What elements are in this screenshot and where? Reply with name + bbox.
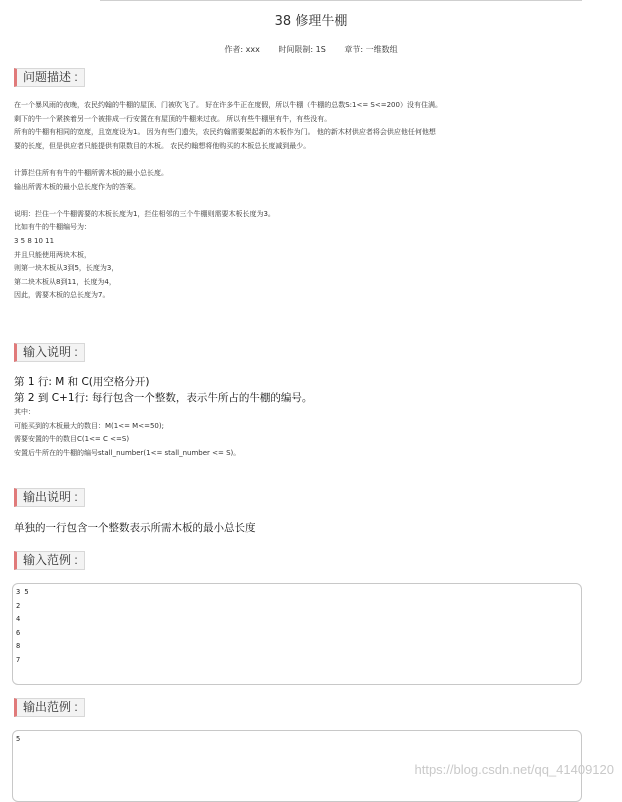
top-divider [100,0,582,1]
description-line [14,153,442,167]
input-desc-detail-line: 其中： [14,408,35,416]
description-line: 输出所需木板的最小总长度作为的答案。 [14,182,140,191]
description-line: 因此，需要木板的总长度为7。 [14,291,110,300]
time-limit-label: 时间限制: 1S [278,45,326,54]
input-desc-heading: 输入说明 : [14,343,85,362]
author-label: 作者: xxx [224,45,260,54]
input-desc-detail-line: 安置后牛所在的牛棚的编号stall_number(1<= stall_number <= S)。 [14,448,241,457]
sample-output-heading: 输出范例 : [14,698,85,717]
description-line: 3 5 8 10 11 [14,236,55,245]
problem-meta [0,44,622,55]
input-desc-detail-line: 需要安置的牛的数目C(1<= C <=S) [14,435,130,444]
page-title: 38 修理牛棚 [274,14,348,29]
sample-input-text: 3 5 2 4 6 8 7 [16,588,29,664]
description-line: 说明：拦住一个牛棚需要的木板长度为1，拦住相邻的三个牛棚则需要木板长度为3。 [14,209,275,218]
description-line [14,194,442,208]
description-line: 比如有牛的牛棚编号为： [14,223,91,232]
sample-input-heading: 输入范例 : [14,551,85,570]
description-line: 第二块木板从8到11，长度为4， [14,277,116,286]
description-line: 在一个暴风雨的夜晚，农民约翰的牛棚的屋顶、门被吹飞了。 好在许多牛正在度假，所以牛棚（牛棚的总数S:1<= S<=200）没有住满。 [14,101,442,109]
input-desc-line-1: 第 1 行: M 和 C(用空格分开) [14,376,150,388]
description-line: 则第一块木板从3到5，长度为3， [14,264,119,273]
description-line: 并且只能使用两块木板， [14,250,91,259]
output-desc-line: 单独的一行包含一个整数表示所需木板的最小总长度 [14,522,256,534]
watermark: https://blog.csdn.net/qq_41409120 [414,762,614,777]
description-heading: 问题描述 : [14,68,85,87]
input-desc-detail-line: 可能买到的木板最大的数目：M(1<= M<=50); [14,421,164,430]
description-line: 所有的牛棚有相同的宽度，且宽度设为1。 因为有些门遗失，农民约翰需要架起新的木板作为门。 他的新木材供应者将会供应他任何他想 [14,128,436,137]
input-desc-details [14,406,240,460]
output-desc-heading: 输出说明 : [14,488,85,507]
description-line: 剩下的牛一个紧挨着另一个被排成一行安置在有屋顶的牛棚来过夜。 所以有些牛棚里有牛，有些没有。 [14,114,332,123]
description-text [14,99,442,303]
description-line: 要的长度，但是供应者只能提供有限数目的木板。 农民约翰想将他购买的木板总长度减到最少。 [14,141,311,150]
input-desc-line-2: 第 2 到 C+1行: 每行包含一个整数，表示牛所占的牛棚的编号。 [14,392,313,404]
sample-input-box[interactable] [12,583,582,685]
description-line: 计算拦住所有有牛的牛棚所需木板的最小总长度。 [14,168,168,177]
chapter-label: 章节: 一维数组 [344,45,398,54]
sample-output-text: 5 [16,735,21,743]
